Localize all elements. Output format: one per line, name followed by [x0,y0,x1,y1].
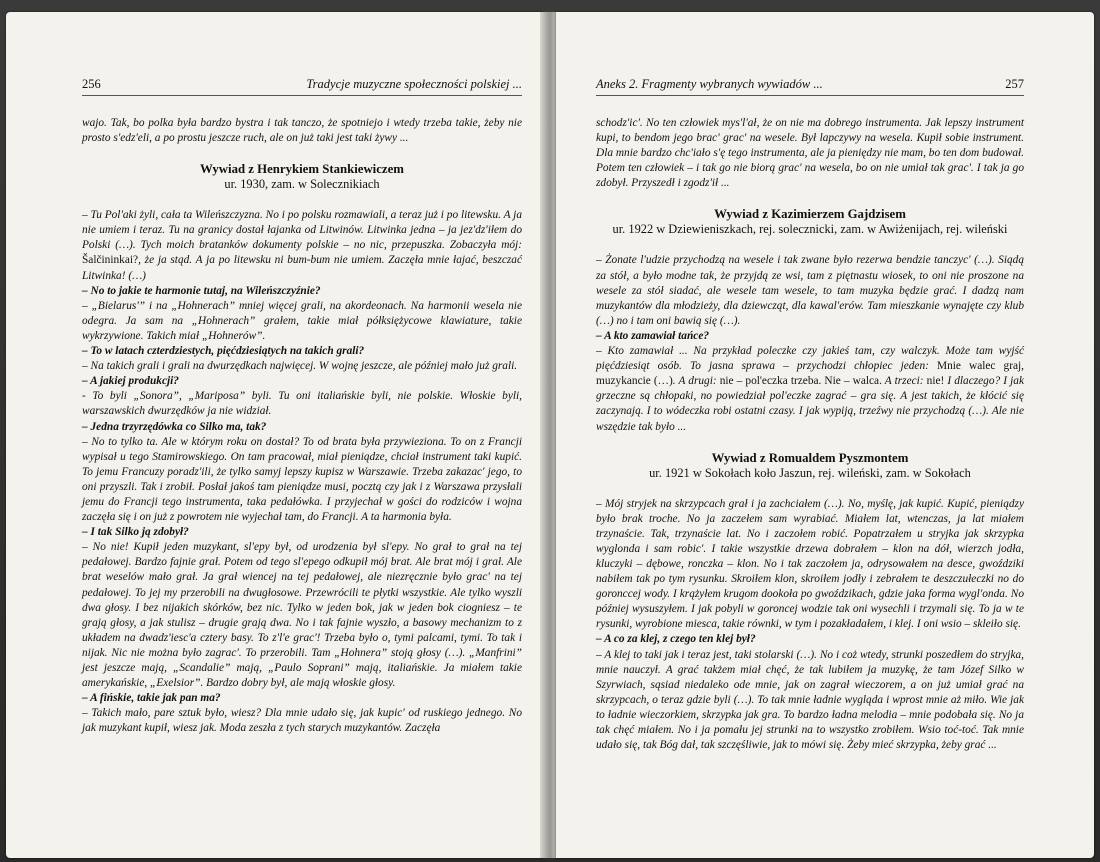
question: – A jakiej produkcji? [82,375,179,388]
intro-paragraph: schodz'ic'. No ten człowiek mys'l'ał, że on nie ma dobrego instrumenta. Jak lepszy instrument kupi, to bendom jego brac' grac' na wesele. Był lapczywy na wesela. Kupił sobie instrument. Dla mnie bardzo chc'iało s'ę tego instrumenta, ale ja pieniędzy nie mam, bo ten dom budował. Potem ten człowiek – i tak go nie biorą grac' na wesela, bo on nie umiał tak grac'. I tak ja go zdobył. Przyszedł i zgodz'ił ... [596,117,1024,190]
section-title: Wywiad z Kazimierzem Gajdzisem [714,207,906,222]
answer-plain-text: Mnie walec graj, muzykancie (…) [596,360,1024,388]
answer-plain-text: nie – pol'eczka trzeba. Nie – walca. [719,375,882,388]
left-running-title: Tradycje muzyczne społeczności polskiej ... [306,77,522,91]
left-page-number: 256 [82,77,101,91]
right-page-text [596,116,1024,753]
answer-paragraph: – Takich mało, pare sztuk było, wiesz? Dla mnie udało się, jak kupic' od ruskiego jednego. No jak muzykant kupił, wiesz jak. Moda zeszła z tych starych muzykantów. Zaczęła [82,707,522,735]
left-page [6,12,544,858]
left-page-header [82,77,522,96]
answer-text: A trzeci: [881,375,927,388]
right-page-number: 257 [1005,77,1024,91]
section-subtitle: ur. 1921 w Sokołach koło Jaszun, rej. wileński, zam. w Sokołach [649,465,971,480]
answer-paragraph: – No nie! Kupił jeden muzykant, sl'epy był, od urodzenia był sl'epy. No grał to grał na tej pedałowej. Bardzo fajnie grał. Potem od tego sl'epego odkupił mój brat. Ale brat mój i grał. Ale brat weselów mało grał. Ja grał wiencej na tej pedałowej, ale niezręcznie było grac' na tej pedałowej. To jej my przerobili na dwugłosowe. Przewrócili te płytki wszystkie. Ale tylko wyszli dwa głosy. I bez nijakich skórków, bez nic. Tylko w jeden bok, jak w jeden bok ciogniesz – te grają głosy, a jak stulisz – drugie grają dwa. No i tak fajnie wyszło, a basowy mechanizm to z układem na dwadz'iesc'a cztery basy. To z'l'e grac'! Trzeba było o, tymi palcami, tymi. To tak i nijak. Nic nie można było zagrac'. To przerobili. Tam „Hohnera” stoją głosy (…). „Manfrini” jest jeszcze mają, „Scandalie” mają, „Paulo Soprani” mają, italiańskie. Ja miałem takie amerykańskie, „Exelsior”. Bardzo dobry był, ale mają włoskie głosy. [82,541,522,690]
answer-plain-text: Šalčininkai? [82,254,139,267]
answer-text: , że ja stąd. A ja po litewsku ni bum-bum nie umiem. Zaczęła mnie łajać, beszczać Litwinka! (…) [82,254,522,282]
answer-paragraph: - To byli „Sonora”, „Mariposa” byli. Tu oni italiańskie byli, nie polskie. Włoskie byli, warszawskich dwurzędków ja nie widział. [82,390,522,418]
question: – Jedna trzyrzędówka co Silko ma, tak? [82,420,267,433]
right-running-title: Aneks 2. Fragmenty wybranych wywiadów ... [596,77,823,91]
question: – To w latach czterdziestych, pięćdziesiątych na takich grali? [82,345,365,358]
answer-paragraph [596,344,1024,435]
answer-paragraph: – Na takich grali i grali na dwurzędkach najwięcej. W wojnę jeszcze, ale później mało już grali. [82,360,518,373]
answer-plain-text: nie! [926,375,945,388]
answer-text: . A drugi: [672,375,720,388]
answer-text: – Tu Pol'aki żyli, cała ta Wileńszczyzna. No i po polsku rozmawiali, a teraz już i po litewsku. A ja nie umiem i teraz. Tu na granicy dostał łajanka od Litwinów. Litwinka jedna – ja jez'dz'iłem do Polski (…). Tych moich bratanków dokumenty polskie – no nic, przepuszka. Zobaczyła mój: [82,209,522,252]
section-subtitle: ur. 1922 w Dziewieniszkach, rej. solecznicki, zam. w Awiżenijach, rej. wileński [612,222,1008,237]
answer-paragraph: – No to tylko ta. Ale w którym roku on dostał? To od brata była przywieziona. To on z Francji wypisał u tego Stamirowskiego. On tam pracował, miał pieniądze, chciał instrument taki kupić. To jemu Francuzy poradz'ili, że tylko samyj lepszy kupisz w Warszawie. Trzeba zakazac' jego, to oni przyszli. Tak i zrobił. Posłał jakoś tam pieniądze musi, pocztą czy jak i z Warszawa przysłali jemu do Francji tego instrumenta, taka pedałówka. I przyjechał w gości do rodziców i wojna zaczęła się i on już z powrotem nie wyjechał tam, do Francji. A ta harmonia była. [82,435,522,524]
question: – A kto zamawiał tańce? [596,329,710,342]
question: – No to jakie te harmonie tutaj, na Wileńszczyźnie? [82,284,321,297]
question: – A co za klej, z czego ten klej był? [596,633,756,646]
question: – I tak Silko ją zdobył? [82,526,189,539]
answer-text: – Kto zamawiał ... Na przykład poleczke czy jakieś tam, czy walczyk. Może tam wyjść pięćdziesiąt osób. To jasna sprawa – przychodzi chłopiec jeden: [596,345,1024,373]
answer-paragraph: – Mój stryjek na skrzypcach grał i ja zachciałem (…). No, myślę, jak kupić. Kupić, pieniądzy było brak troche. No ja zaczełem sam wyrabiać. Miałem lat, wtenczas, ja lat miałem trzynaście. Tak, trzynaście lat. No i zaczołem robić. Popatrzałem u stryjka jak skrzypka wyglonda i sam robic'. I takie wszystkie drzewa dobrałem – klon na dół, wierzch jodła, kluczyki – dębowe, ronczka – klon. No i tak zaczołem ja, odrysowałem na desce, gwoździki nabiłem tak po tym rysunku. Skroiłem klon, skroiłem jodły i zebrałem te deszczułeczki no do goronccej wody. I krążyłem krugom dookoła po gwoździkach, gdzie jaka forma wygl'onda. No później wysuszyłem. I jak pobyli w goroncej wodzie tak oni wysechli i trzymali się. To ja w te rysunki, wyrobione miesca, takie równki, w tym i pozakładałem, i klej. I oni wsio – skleiło się. [596,497,1024,631]
section-title: Wywiad z Henrykiem Stankiewiczem [200,162,404,177]
left-page-text [82,116,522,736]
answer-paragraph: – „Bielarus'” i na „Hohnerach” mniej więcej grali, na akordeonach. Na harmonii wesela nie odegra. Ja sam na „Hohnerach” grałem, takie miał półksiężycowe klawiature, takie wykrzywione. Takich miał „Hohnerów”. [82,299,522,342]
section-title: Wywiad z Romualdem Pyszmontem [711,450,909,465]
question: – A fińskie, takie jak pan ma? [82,692,221,705]
right-page-header [596,77,1024,96]
answer-paragraph [82,208,522,283]
right-page [556,12,1094,858]
answer-paragraph: – Żonate l'udzie przychodzą na wesele i tak zwane było rezerwa bendzie tanczyc' (…). Siądą za stół, a było modne tak, że przyjdą ze wsi, tam z piętnastu wiosek, to oni nie proszone na wesele za stół siadać, ale wesele tam wesele, to tam muzyka będzie grać. I dadzą nam muzykantów dla młodzieży, dla dziewcząt, dla kawal'erów. Tam mieszkanie wynajęte czy klub (…) no i tam oni bawią się (…). [596,254,1024,327]
answer-text: I dlaczego? I jak grzeczne są chłopaki, no powiedział pol'eczke zagrać – gra się. A jest takich, że kłócić się zaczynają. I to wódeczka robi ostatni czasy. I jak wypiją, trzeźwy nie przychodzą (…). Ale nie wszędzie tak było ... [596,375,1024,433]
answer-paragraph: – A klej to taki jak i teraz jest, taki stolarski (…). No i coż wtedy, strunki poszedłem do stryjka, mnie nauczył. A grać takżem miał chęć, że tak lubiłem ja muzykę, że tam Józef Silko w Szyrwiach, sąsiad niedaleko ode mnie, jak on zagrał wieczorem, a on już umiał grać na skrzypcach, o teraz gdzie byli (…). To tak mnie ładnie wygląda i wprost mnie aż miło. Wie jak to ładnie wieczorkiem, skrzypka jak gra. To bardzo ładna melodia – mnie podobała się. No ja tak chęć miałem. No i ja pomału jej strunki na to wszystko zrobiłem. Wsio toć-toć. Tak mnie udało się, tak Bóg dał, tak szczęśliwie, jak to mówi się. Żeby mieć skrzypka, żeby grać ... [596,648,1024,752]
section-subtitle: ur. 1930, zam. w Solecznikiach [224,177,380,192]
intro-paragraph: wajo. Tak, bo polka była bardzo bystra i tak tanczo, że spotniejo i wtedy trzeba takie, żeby nie prosto s'edz'eli, a po prostu jeszcze ruch, ale on już taki jest taki żywy ... [82,117,522,145]
